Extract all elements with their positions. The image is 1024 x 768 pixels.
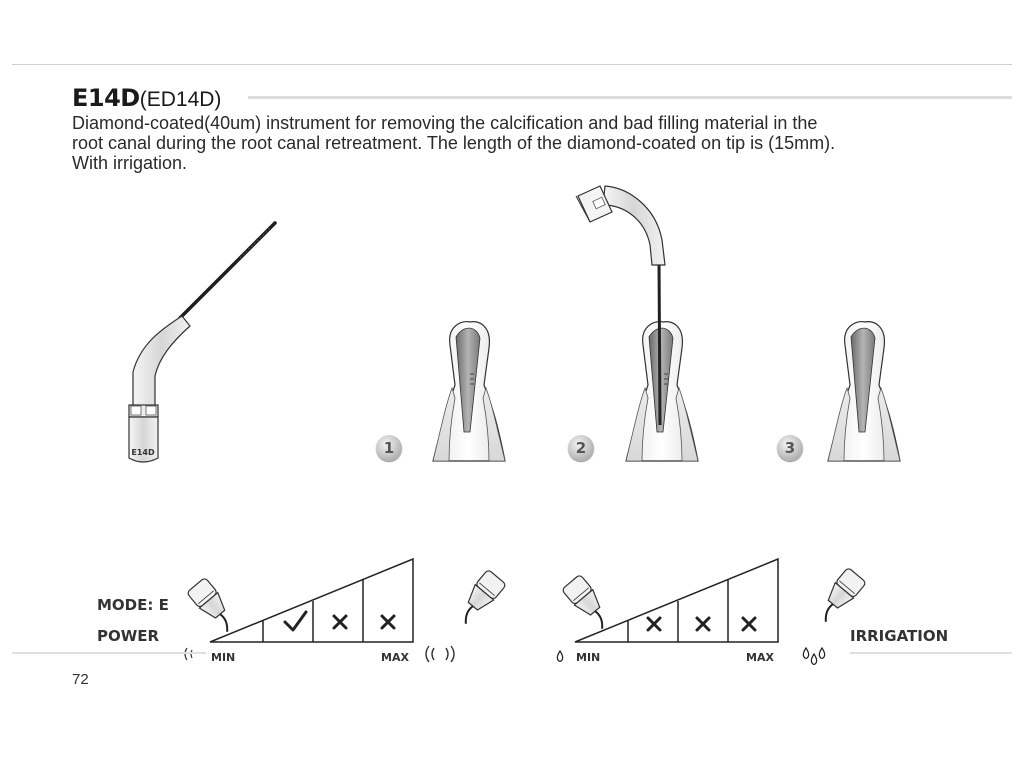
page-number: 72 — [72, 671, 89, 688]
description-line: Diamond-coated(40um) instrument for removing the calcification and bad filling material in the — [72, 113, 818, 133]
tooth-step-1 — [433, 322, 505, 461]
step-badge-3: 3 — [777, 435, 803, 461]
tooth-step-2 — [576, 186, 698, 461]
vibration-low-icon — [185, 648, 192, 660]
power-min-label: MIN — [211, 651, 236, 664]
irrigation-min-label: MIN — [576, 651, 601, 664]
mode-label: MODE: E — [97, 596, 169, 614]
description-line: root canal during the root canal retreatment. The length of the diamond-coated on tip is (15mm). — [72, 133, 836, 153]
handpiece-max-irrigation-icon — [812, 567, 866, 625]
handpiece-min-irrigation-icon — [562, 574, 616, 632]
instrument-tip-label: E14D — [131, 448, 155, 457]
irrigation-label: IRRIGATION — [850, 627, 949, 645]
handpiece-min-power-icon — [187, 577, 241, 635]
step-badge-1: 1 — [376, 435, 402, 461]
tooth-step-3 — [828, 322, 900, 461]
irrigation-scale — [575, 559, 778, 642]
bottom-rule-right — [850, 652, 1012, 654]
step-badge-2: 2 — [568, 435, 594, 461]
power-max-label: MAX — [381, 651, 409, 664]
power-label: POWER — [97, 627, 160, 645]
water-drop-icon — [811, 654, 816, 665]
water-drop-icon — [803, 648, 808, 659]
instrument-tip-illustration — [129, 223, 275, 462]
irrigation-max-label: MAX — [746, 651, 774, 664]
bottom-rule-left — [12, 652, 206, 654]
vibration-high-icon — [426, 646, 454, 662]
water-drop-icon — [557, 651, 562, 662]
model-name: E14D — [72, 84, 140, 112]
handpiece-max-power-icon — [452, 569, 506, 627]
alt-model-name: (ED14D) — [139, 88, 222, 111]
power-scale — [210, 559, 413, 642]
water-drop-icon — [819, 648, 824, 659]
description-line: With irrigation. — [72, 153, 188, 173]
